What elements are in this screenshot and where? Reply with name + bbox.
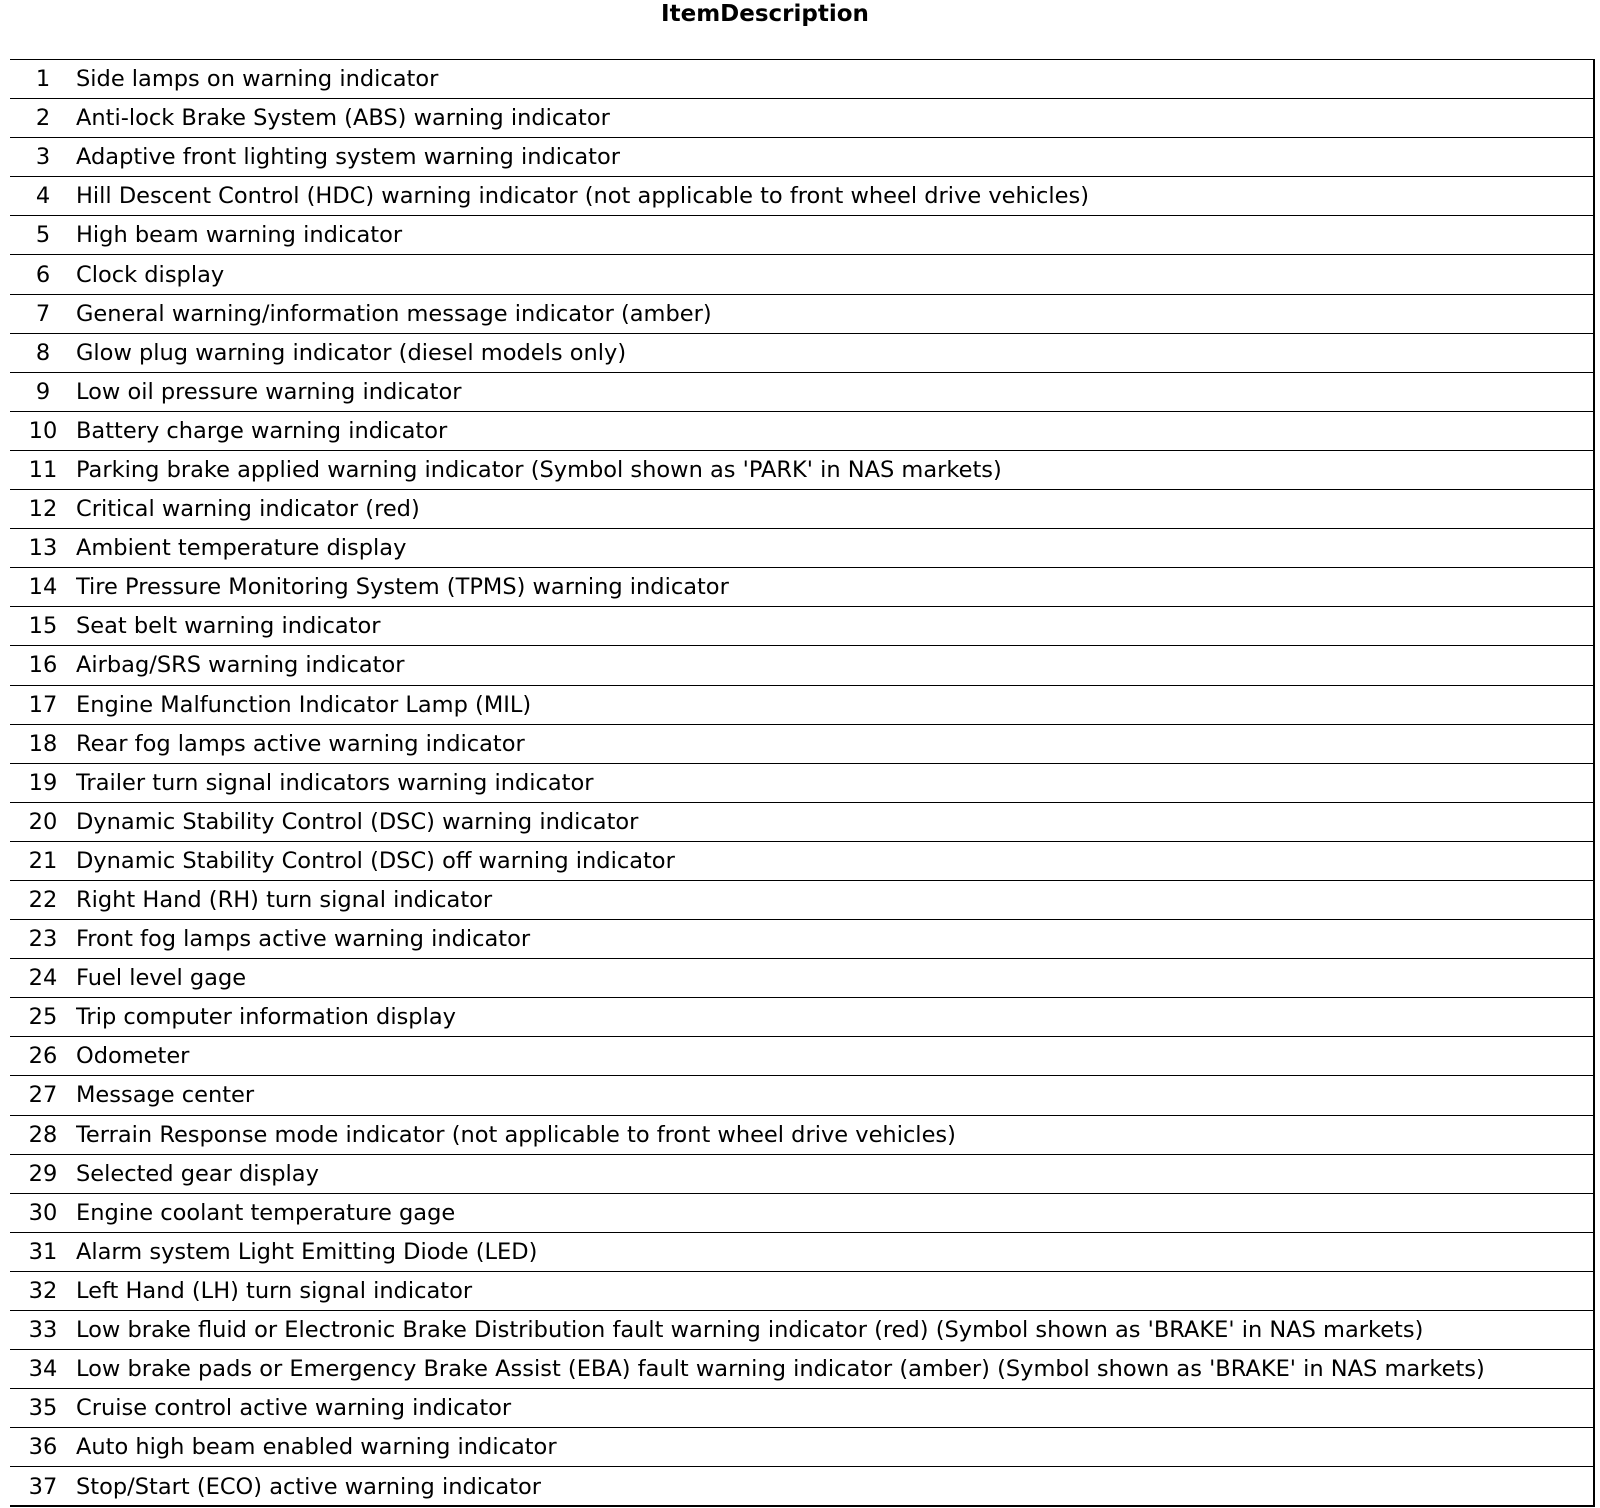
item-number: 8 <box>35 339 51 366</box>
table-row <box>10 920 1593 959</box>
item-number: 12 <box>28 496 58 523</box>
table-row <box>10 373 1593 412</box>
table-row <box>10 1155 1593 1194</box>
item-number: 3 <box>35 144 51 171</box>
item-description: Odometer <box>76 1043 190 1070</box>
item-number: 17 <box>28 691 58 718</box>
item-description: Trip computer information display <box>76 1004 456 1031</box>
table-row <box>10 998 1593 1037</box>
table-row <box>10 568 1593 607</box>
item-number: 24 <box>28 965 58 992</box>
item-number: 15 <box>28 613 58 640</box>
table-row <box>10 334 1593 373</box>
item-number: 5 <box>35 222 51 249</box>
table-row <box>10 1389 1593 1428</box>
item-number: 14 <box>28 574 58 601</box>
item-number: 23 <box>28 926 58 953</box>
item-number: 16 <box>28 652 58 679</box>
item-description: Adaptive front lighting system warning indicator <box>76 144 621 171</box>
item-description: Dynamic Stability Control (DSC) warning indicator <box>76 808 639 835</box>
item-number: 19 <box>28 769 58 796</box>
item-number: 28 <box>28 1121 58 1148</box>
item-description: Auto high beam enabled warning indicator <box>76 1434 557 1461</box>
item-number: 1 <box>35 66 51 93</box>
item-number: 11 <box>28 456 58 483</box>
item-number: 2 <box>35 105 51 132</box>
table-row <box>10 646 1593 685</box>
item-description: Hill Descent Control (HDC) warning indicator (not applicable to front wheel drive vehicles) <box>76 183 1089 210</box>
item-number: 35 <box>28 1395 58 1422</box>
item-number: 4 <box>35 183 51 210</box>
item-description: General warning/information message indicator (amber) <box>76 300 712 327</box>
item-description: Fuel level gage <box>76 965 247 992</box>
item-description: Battery charge warning indicator <box>76 417 448 444</box>
item-number: 25 <box>28 1004 58 1031</box>
table-row <box>10 725 1593 764</box>
table-row <box>10 764 1593 803</box>
item-number: 26 <box>28 1043 58 1070</box>
item-description: Selected gear display <box>76 1160 319 1187</box>
table-row <box>10 529 1593 568</box>
item-description: Critical warning indicator (red) <box>76 496 420 523</box>
item-description: Parking brake applied warning indicator (Symbol shown as 'PARK' in NAS markets) <box>76 456 1002 483</box>
table-row <box>10 842 1593 881</box>
table-row <box>10 1467 1593 1506</box>
table-row <box>10 177 1593 216</box>
table-row <box>10 959 1593 998</box>
item-description: Dynamic Stability Control (DSC) off warning indicator <box>76 847 675 874</box>
item-number: 29 <box>28 1160 58 1187</box>
item-number: 13 <box>28 535 58 562</box>
table-row <box>10 1037 1593 1076</box>
item-number: 33 <box>28 1317 58 1344</box>
item-description: Low oil pressure warning indicator <box>76 378 462 405</box>
table-row <box>10 216 1593 255</box>
item-description: Engine Malfunction Indicator Lamp (MIL) <box>76 691 532 718</box>
item-description: High beam warning indicator <box>76 222 403 249</box>
item-description: Cruise control active warning indicator <box>76 1395 512 1422</box>
item-number: 7 <box>35 300 51 327</box>
item-description: Rear fog lamps active warning indicator <box>76 730 525 757</box>
table-row <box>10 686 1593 725</box>
item-description: Anti-lock Brake System (ABS) warning indicator <box>76 105 610 132</box>
item-number: 31 <box>28 1238 58 1265</box>
item-number: 30 <box>28 1199 58 1226</box>
table-row <box>10 1428 1593 1467</box>
table-row <box>10 1233 1593 1272</box>
item-description: Alarm system Light Emitting Diode (LED) <box>76 1238 538 1265</box>
item-number: 32 <box>28 1277 58 1304</box>
item-description: Low brake pads or Emergency Brake Assist (EBA) fault warning indicator (amber) (Symbol shown as 'BRAKE' in NAS markets) <box>76 1356 1485 1383</box>
table-row <box>10 1076 1593 1115</box>
item-number: 9 <box>35 378 51 405</box>
table-row <box>10 607 1593 646</box>
item-table <box>10 59 1595 1507</box>
item-description: Side lamps on warning indicator <box>76 66 439 93</box>
item-number: 34 <box>28 1356 58 1383</box>
item-description: Message center <box>76 1082 255 1109</box>
table-row <box>10 99 1593 138</box>
item-number: 21 <box>28 847 58 874</box>
item-description: Seat belt warning indicator <box>76 613 381 640</box>
table-row <box>10 60 1593 99</box>
item-description: Right Hand (RH) turn signal indicator <box>76 887 493 914</box>
table-header-title: ItemDescription <box>661 1 869 27</box>
table-row <box>10 881 1593 920</box>
item-number: 18 <box>28 730 58 757</box>
item-number: 22 <box>28 887 58 914</box>
table-row <box>10 803 1593 842</box>
item-number: 27 <box>28 1082 58 1109</box>
table-row <box>10 451 1593 490</box>
table-row <box>10 1350 1593 1389</box>
item-number: 6 <box>35 261 51 288</box>
table-row <box>10 1311 1593 1350</box>
item-description: Low brake fluid or Electronic Brake Distribution fault warning indicator (red) (Symbol shown as 'BRAKE' in NAS markets) <box>76 1317 1424 1344</box>
item-description: Trailer turn signal indicators warning indicator <box>76 769 594 796</box>
item-description: Glow plug warning indicator (diesel models only) <box>76 339 627 366</box>
item-number: 20 <box>28 808 58 835</box>
table-row <box>10 1116 1593 1155</box>
item-description: Left Hand (LH) turn signal indicator <box>76 1277 473 1304</box>
table-row <box>10 490 1593 529</box>
item-description: Tire Pressure Monitoring System (TPMS) warning indicator <box>76 574 729 601</box>
item-description: Airbag/SRS warning indicator <box>76 652 405 679</box>
item-description: Engine coolant temperature gage <box>76 1199 456 1226</box>
item-description: Clock display <box>76 261 225 288</box>
table-row <box>10 1272 1593 1311</box>
item-description: Terrain Response mode indicator (not applicable to front wheel drive vehicles) <box>76 1121 956 1148</box>
item-number: 37 <box>28 1473 58 1500</box>
table-row <box>10 1194 1593 1233</box>
table-row <box>10 412 1593 451</box>
table-row <box>10 295 1593 334</box>
item-description: Ambient temperature display <box>76 535 407 562</box>
table-row <box>10 138 1593 177</box>
table-row <box>10 255 1593 294</box>
item-description: Stop/Start (ECO) active warning indicator <box>76 1473 542 1500</box>
item-number: 10 <box>28 417 58 444</box>
item-description: Front fog lamps active warning indicator <box>76 926 531 953</box>
item-number: 36 <box>28 1434 58 1461</box>
